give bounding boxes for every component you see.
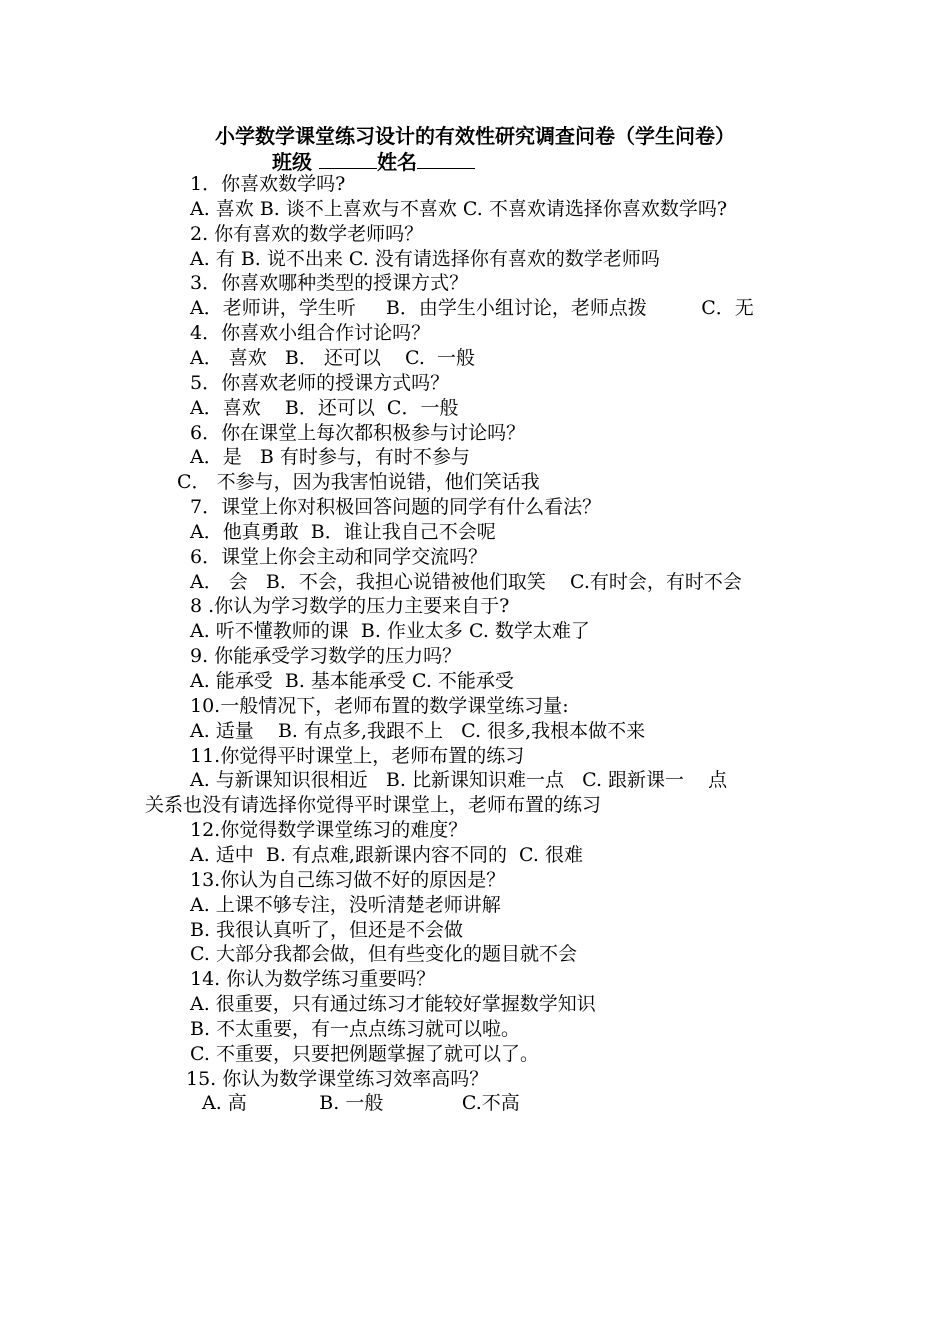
- questionnaire-line: A. 与新课知识很相近 B. 比新课知识难一点 C. 跟新课一 点: [190, 769, 728, 792]
- questionnaire-line: A. 高 B. 一般 C.不高: [202, 1092, 520, 1115]
- questionnaire-line: B. 不太重要，有一点点练习就可以啦。: [190, 1017, 521, 1040]
- questionnaire-line: C． 不参与，因为我害怕说错，他们笑话我: [177, 471, 540, 494]
- questionnaire-line: 3．你喜欢哪种类型的授课方式？: [190, 272, 469, 295]
- questionnaire-line: 1．你喜欢数学吗?: [190, 173, 346, 195]
- page-title: 小学数学课堂练习设计的有效性研究调查问卷（学生问卷）: [215, 124, 735, 148]
- questionnaire-line: 14. 你认为数学练习重要吗？: [190, 968, 436, 991]
- questionnaire-line: 10.一般情况下，老师布置的数学课堂练习量:: [190, 694, 569, 717]
- questionnaire-line: 11.你觉得平时课堂上，老师布置的练习: [190, 744, 525, 767]
- class-blank: [319, 150, 377, 169]
- questionnaire-line: 7．课堂上你对积极回答问题的同学有什么看法？: [190, 496, 602, 519]
- questionnaire-line: A．老师讲，学生听 B．由学生小组讨论，老师点拨 C．无: [190, 297, 754, 320]
- questionnaire-line: A．他真勇敢 B．谁让我自己不会呢: [190, 520, 496, 543]
- questionnaire-line: 8 .你认为学习数学的压力主要来自于?: [190, 595, 510, 618]
- questionnaire-line: B. 我很认真听了，但还是不会做: [190, 918, 464, 941]
- questionnaire-line: 5．你喜欢老师的授课方式吗？: [190, 371, 450, 394]
- questionnaire-line: 12.你觉得数学课堂练习的难度？: [190, 819, 468, 842]
- questionnaire-line: 关系也没有请选择你觉得平时课堂上，老师布置的练习: [145, 794, 602, 817]
- questionnaire-line: A． 喜欢 B． 还可以 C. 一般: [190, 346, 476, 369]
- questionnaire-line: 6．课堂上你会主动和同学交流吗？: [190, 545, 488, 568]
- questionnaire-line: A. 适中 B. 有点难,跟新课内容不同的 C. 很难: [190, 843, 583, 866]
- questionnaire-line: C. 不重要，只要把例题掌握了就可以了。: [190, 1042, 539, 1065]
- name-blank: [417, 150, 475, 169]
- questionnaire-line: A. 适量 B. 有点多,我跟不上 C. 很多,我根本做不来: [190, 719, 646, 742]
- questionnaire-line: 2. 你有喜欢的数学老师吗？: [190, 222, 424, 245]
- questionnaire-line: C. 大部分我都会做，但有些变化的题目就不会: [190, 943, 577, 966]
- questionnaire-line: 15. 你认为数学课堂练习效率高吗？: [186, 1067, 489, 1090]
- questionnaire-line: A. 有 B. 说不出来 C. 没有请选择你有喜欢的数学老师吗: [190, 247, 660, 270]
- questionnaire-line: A． 会 B．不会，我担心说错被他们取笑 C.有时会，有时不会: [190, 570, 742, 593]
- questionnaire-line: 13.你认为自己练习做不好的原因是？: [190, 868, 506, 891]
- class-label: 班级: [272, 150, 312, 174]
- questionnaire-line: A．是 B 有时参与，有时不参与: [190, 446, 470, 469]
- questionnaire-line: A. 很重要，只有通过练习才能较好掌握数学知识: [190, 993, 596, 1016]
- name-label: 姓名: [376, 150, 417, 174]
- questionnaire-line: A．喜欢 B．还可以 C．一般: [190, 396, 459, 419]
- questionnaire-line: 4．你喜欢小组合作讨论吗？: [190, 322, 431, 345]
- questionnaire-line: A. 能承受 B. 基本能承受 C. 不能承受: [190, 670, 514, 692]
- questionnaire-line: 9. 你能承受学习数学的压力吗？: [190, 645, 462, 668]
- questionnaire-line: A. 上课不够专注，没听清楚老师讲解: [190, 893, 501, 916]
- questionnaire-line: 6．你在课堂上每次都积极参与讨论吗？: [190, 421, 526, 444]
- questionnaire-line: A. 喜欢 B. 谈不上喜欢与不喜欢 C. 不喜欢请选择你喜欢数学吗?: [190, 197, 728, 220]
- questionnaire-line: A. 听不懂教师的课 B. 作业太多 C. 数学太难了: [190, 620, 590, 643]
